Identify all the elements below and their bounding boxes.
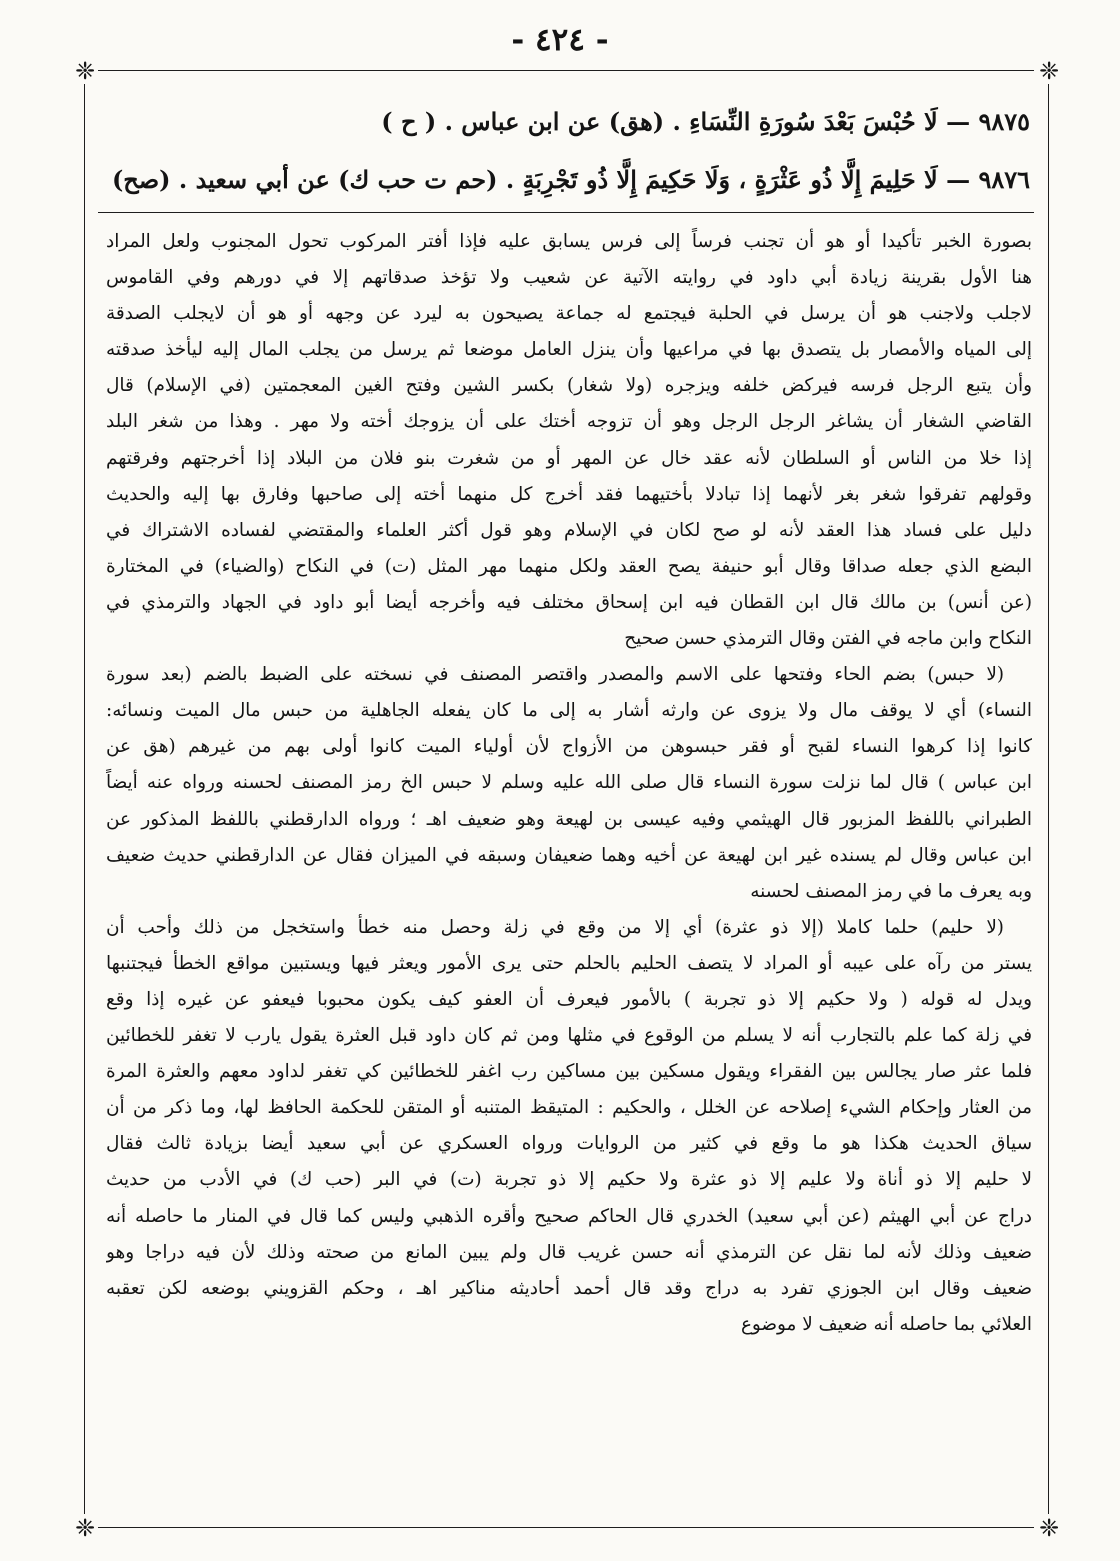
commentary-line: لا حليم إلا ذو أناة ولا عليم إلا ذو عثرة ولا حكيم إلا ذو تجربة (ت) في البر (حب ك) في الأدب من حديث bbox=[106, 1169, 1032, 1191]
top-rule bbox=[98, 70, 1034, 71]
page-number: - ٤٢٤ - bbox=[511, 22, 609, 58]
commentary-line: إذا خلا من الناس أو السلطان لأنه عقد خال عن المهر أو من شغرت بنو فلان من البلاد إذا أخرجتهم وفرقتهم bbox=[106, 447, 1032, 469]
corner-ornament-icon: ❈ bbox=[1038, 57, 1060, 85]
commentary-text bbox=[106, 224, 1032, 1343]
commentary-line: وقولهم تفرقوا شغر بغر لأنهما إذا تبادلا بأختيهما فقد أخرج كل منهما أخته إلى صاحبها وفارق بها إليه والحديث bbox=[106, 483, 1032, 505]
commentary-line: هنا الأول بقرينة زيادة أبي داود في روايته الآتية عن شعيب ولا تؤخذ صدقاتهم إلا في دورهم وفي القاموس bbox=[106, 267, 1032, 289]
commentary-line: من العثار وإحكام الشيء إصلاحه عن الخلل ، والحكيم : المتيقظ المتنبه أو المتقن للحكمة الحافظ لها، وما ذكر من أن bbox=[106, 1097, 1032, 1119]
commentary-line: سياق الحديث هكذا هو ما وقع في كثير من الروايات ورواه العسكري عن أبي سعيد أيضا بزيادة ثالث فقال bbox=[106, 1133, 1032, 1155]
hadith-separator-rule bbox=[98, 212, 1034, 213]
commentary-line: لاجلب ولاجنب هو أن يرسل في الحلبة فيجتمع له جماعة يصيحون به ليرد عن وجهه أو هو أن لايجلب الصدقة bbox=[106, 303, 1032, 325]
commentary-line: وأن يتبع الرجل فرسه فيركض خلفه ويزجره (ولا شغار) بكسر الشين وفتح الغين المعجمتين (في الإسلام) قال bbox=[106, 375, 1032, 397]
commentary-line: ضعيف وذلك لأنه لما نقل عن الترمذي أنه حسن غريب قال ولم يبين المانع من صحته وذلك لأن فيه دراجا وهو bbox=[106, 1241, 1032, 1263]
commentary-line: فلما عثر صار يجالس بين الفقراء ويقول مسكين بين مساكين رب اغفر للخطائين كي تغفر لداود معهم والعثرة المرة bbox=[106, 1061, 1032, 1083]
commentary-line: القاضي الشغار أن يشاغر الرجل الرجل وهو أن تزوجه أختك على أن يزوجك أخته ولا مهر . وهذا من شغر البلد bbox=[106, 411, 1032, 433]
commentary-line: (عن أنس) بن مالك قال ابن القطان فيه ابن إسحاق مختلف فيه وأخرجه أيضا أبو داود في الجهاد والترمذي في bbox=[106, 591, 1032, 613]
corner-ornament-icon: ❈ bbox=[74, 1514, 96, 1542]
bottom-rule bbox=[98, 1527, 1034, 1528]
commentary-line: بصورة الخبر تأكيدا أو هو أن تجنب فرساً إلى فرس يسابق عليه فإذا أفتر المركوب تحول المجنوب ولعل المراد bbox=[106, 231, 1032, 252]
commentary-line: (لا حليم) حلما كاملا (إلا ذو عثرة) أي إلا من وقع في زلة وحصل منه خطأ واستخجل من ذلك وأحب أن bbox=[106, 916, 1004, 938]
commentary-line: دليل على فساد هذا العقد لأنه لو صح لكان في الإسلام وهو قول أكثر العلماء والمقتضي لفساده الاشتراك في bbox=[106, 519, 1032, 541]
commentary-line: ابن عباس ) قال لما نزلت سورة النساء قال صلى الله عليه وسلم لا حبس الخ رمز المصنف لحسنه ورواه عنه أيضاً bbox=[106, 772, 1032, 794]
commentary-line: وبه يعرف ما في رمز المصنف لحسنه bbox=[750, 880, 1032, 902]
hadith-9875: ٩٨٧٥ — لَا حُبْسَ بَعْدَ سُورَةِ النِّسَاءِ . (هق) عن ابن عباس . ( ح ) bbox=[381, 107, 1030, 136]
commentary-line: في زلة كما علم بالتجارب أنه لا يسلم من الوقوع في مثلها ومن ثم كان داود قبل العثرة يقول يارب لا تغفر للخطائين bbox=[106, 1025, 1032, 1047]
right-border bbox=[1048, 84, 1049, 1514]
commentary-line: ابن عباس وقال لم يسنده غير ابن لهيعة عن أخيه وهما ضعيفان وسبقه في الميزان فقال عن الدارقطني حديث ضعيف bbox=[106, 844, 1032, 866]
commentary-line: ضعيف وقال ابن الجوزي تفرد به دراج وقد قال أحمد أحاديثه مناكير اهـ ، وحكم القزويني بوضعه لكن تعقبه bbox=[106, 1277, 1032, 1299]
commentary-line: البضع الذي جعله صداقا وقال أبو حنيفة يصح العقد ولكل منهما مهر المثل (ت) في النكاح (والضياء) في المختارة bbox=[106, 555, 1032, 577]
commentary-line: العلائي بما حاصله أنه ضعيف لا موضوع bbox=[740, 1313, 1032, 1335]
commentary-line: النكاح وابن ماجه في الفتن وقال الترمذي حسن صحيح bbox=[624, 628, 1032, 650]
commentary-line: كانوا إذا كرهوا النساء لقبح أو فقر حبسوهن من الأزواج لأن أولياء الميت كانوا أولى بهم من غيرهم (هق عن bbox=[106, 736, 1032, 758]
corner-ornament-icon: ❈ bbox=[1038, 1514, 1060, 1542]
commentary-line: النساء) أي لا يوقف مال ولا يزوى عن وارثه أشار به إلى ما كان يفعله الجاهلية من حبس مال الميت ونسائه: bbox=[106, 700, 1032, 722]
commentary-line: دراج عن أبي الهيثم (عن أبي سعيد) الخدري قال الحاكم صحيح وأقره الذهبي وليس كما قال في المنار ما حاصله أنه bbox=[106, 1205, 1032, 1227]
left-border bbox=[84, 84, 85, 1514]
commentary-line: (لا حبس) بضم الحاء وفتحها على الاسم والمصدر واقتصر المصنف في نسخته على الضبط بالضم (بعد سورة bbox=[106, 664, 1004, 686]
commentary-line: ويدل له قوله ( ولا حكيم إلا ذو تجربة ) بالأمور فيعرف أن العفو كيف يكون محبوبا فيعفو عن غيره إذا وقع bbox=[106, 988, 1032, 1010]
corner-ornament-icon: ❈ bbox=[74, 57, 96, 85]
commentary-line: الطبراني باللفظ المزبور قال الهيثمي وفيه عيسى بن لهيعة وهو ضعيف اهـ ؛ ورواه الدارقطني باللفظ المذكور عن bbox=[106, 808, 1032, 830]
hadith-9876: ٩٨٧٦ — لَا حَلِيمَ إِلَّا ذُو عَثْرَةٍ ، وَلَا حَكِيمَ إِلَّا ذُو تَجْرِبَةٍ . (حم ت حب ك) عن أبي سعيد . (صح) bbox=[111, 165, 1030, 194]
commentary-line: إلى المياه والأمصار بل يتصدق بها في مراعيها وأن ينزل العامل موضعا ثم يرسل من يجلب المال إليه ليأخذ صدقته bbox=[106, 339, 1032, 361]
commentary-line: يستر من رآه على عيبه أو المراد لا يتصف الحليم بالحلم حتى يرى الأمور ويعثر فيها ويستبين مواقع الخطأ فيجتنبها bbox=[106, 952, 1032, 974]
